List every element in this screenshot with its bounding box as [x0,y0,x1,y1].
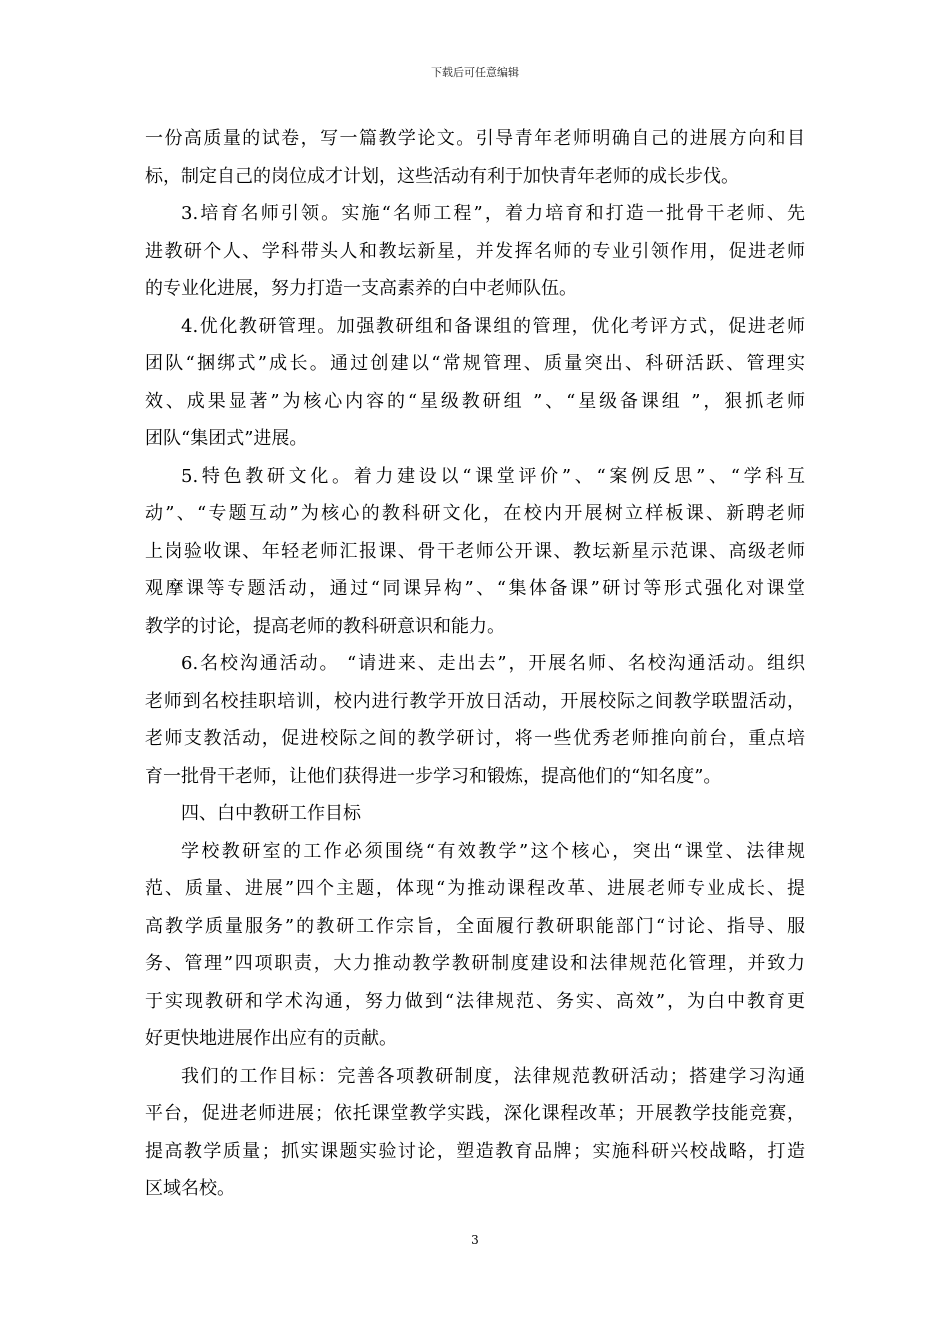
text-line: 的专业化进展，努力打造一支高素养的白中老师队伍。 [145,278,577,299]
text-line: 观摩课等专题活动，通过“同课异构”、“集体备课”研讨等形式强化对课堂 [145,578,805,599]
text-line: 一份高质量的试卷，写一篇教学论文。引导青年老师明确自己的进展方向和目 [145,128,805,149]
text-line: 育一批骨干老师，让他们获得进一步学习和锻炼，提高他们的“知名度”。 [145,765,722,787]
text-line: 区域名校。 [145,1178,235,1199]
document-body [145,120,805,1208]
text-line: 我们的工作目标：完善各项教研制度，法律规范教研活动；搭建学习沟通 [181,1065,805,1087]
text-line: 4.优化教研管理。加强教研组和备课组的管理，优化考评方式，促进老师 [181,315,805,337]
page-number: 3 [471,1233,479,1247]
text-line: 老师支教活动，促进校际之间的教学研讨，将一些优秀老师推向前台，重点培 [145,728,805,749]
text-line: 于实现教研和学术沟通，努力做到“法律规范、务实、高效”，为白中教育更 [145,990,805,1012]
text-line: 高教学质量服务”的教研工作宗旨，全面履行教研职能部门“讨论、指导、服 [145,915,805,937]
text-line: 好更快地进展作出应有的贡献。 [145,1028,397,1049]
text-line: 平台，促进老师进展；依托课堂教学实践，深化课程改革；开展教学技能竞赛， [145,1103,805,1124]
text-line: 范、质量、进展”四个主题，体现“为推动课程改革、进展老师专业成长、提 [145,878,805,899]
text-line: 团队“捆绑式”成长。通过创建以“常规管理、质量突出、科研活跃、管理实 [145,353,805,374]
text-line: 学校教研室的工作必须围绕“有效教学”这个核心，突出“课堂、法律规 [181,840,805,862]
text-line: 提高教学质量；抓实课题实验讨论，塑造教育品牌；实施科研兴校战略，打造 [145,1140,805,1162]
text-line: 上岗验收课、年轻老师汇报课、骨干老师公开课、教坛新星示范课、高级老师 [145,540,805,562]
text-line: 效、成果显著”为核心内容的“星级教研组 ”、“星级备课组 ”，狠抓老师 [145,390,805,412]
text-line: 标，制定自己的岗位成才计划，这些活动有利于加快青年老师的成长步伐。 [145,165,739,187]
text-line: 务、管理”四项职责，大力推动教学教研制度建设和法律规范化管理，并致力 [145,953,805,974]
section-heading: 四、白中教研工作目标 [181,803,361,824]
text-line: 动”、“专题互动”为核心的教科研文化，在校内开展树立样板课、新聘老师 [145,503,805,524]
text-line: 5.特色教研文化。着力建设以“课堂评价”、“案例反思”、“学科互 [181,465,805,487]
page-header: 下载后可任意编辑 [431,66,519,79]
text-line: 3.培育名师引领。实施“名师工程”，着力培育和打造一批骨干老师、先 [181,203,805,224]
text-line: 教学的讨论，提高老师的教科研意识和能力。 [145,615,505,637]
text-line: 6.名校沟通活动。 “请进来、走出去”，开展名师、名校沟通活动。组织 [181,653,805,674]
text-line: 团队“集团式”进展。 [145,428,308,449]
text-line: 进教研个人、学科带头人和教坛新星，并发挥名师的专业引领作用，促进老师 [145,240,805,262]
text-line: 老师到名校挂职培训，校内进行教学开放日活动，开展校际之间教学联盟活动， [145,690,805,712]
